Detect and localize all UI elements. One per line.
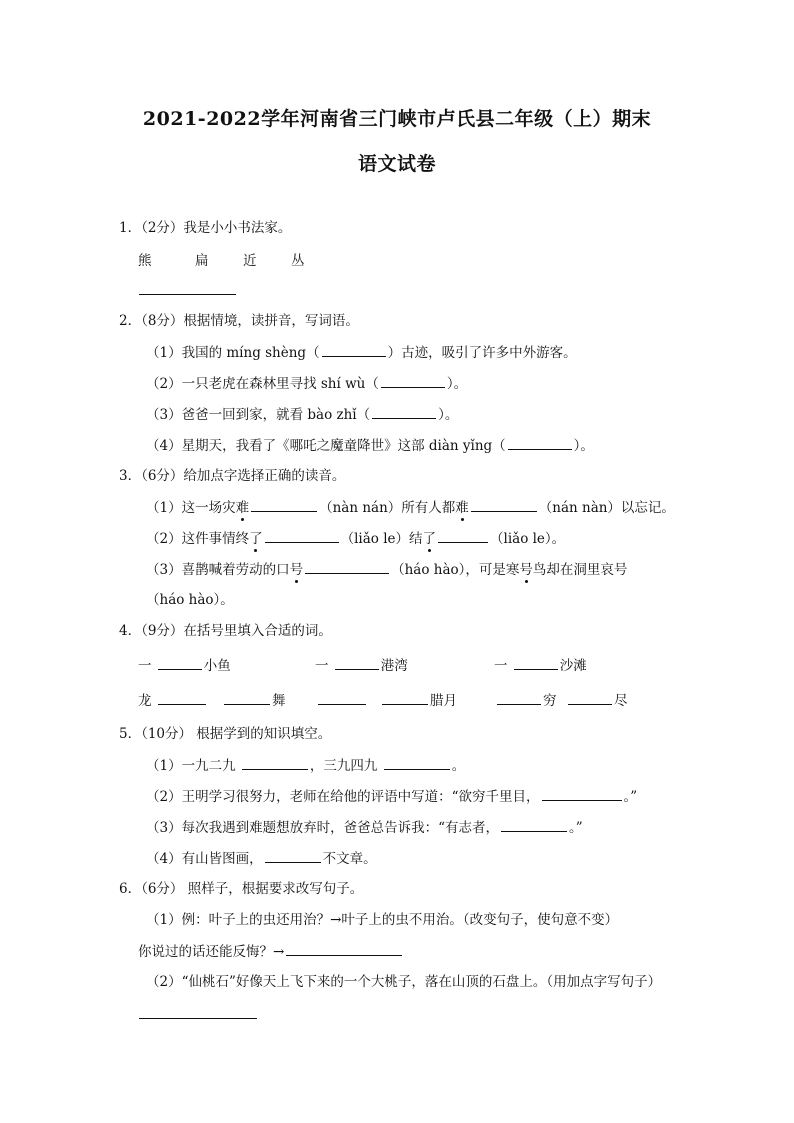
- q1-char: 丛: [291, 253, 305, 269]
- q5-text: 。”: [623, 789, 638, 805]
- q4-text: 一: [315, 658, 329, 674]
- q4-item: [138, 655, 231, 676]
- dotted-char: 了: [249, 531, 263, 547]
- dotted-char: 难: [455, 500, 469, 516]
- q3-item-cont: （háo hào）。: [146, 592, 234, 608]
- answer-blank[interactable]: [568, 690, 612, 705]
- dotted-char: 号: [289, 562, 304, 578]
- q2-item: [146, 373, 467, 394]
- q1-stem: 1．（2分）我是小小书法家。: [119, 220, 292, 236]
- q2-item-text: ）。: [573, 438, 594, 454]
- answer-blank[interactable]: [508, 435, 572, 450]
- exam-title-line2: 语文试卷: [357, 153, 436, 175]
- answer-blank[interactable]: [265, 528, 339, 543]
- q4-item: [222, 690, 286, 711]
- q6-example: （1）例：叶子上的虫还用治？→叶子上的虫不用治。（改变句子，使句意不变）: [146, 912, 619, 928]
- q4-text: 腊月: [430, 693, 457, 709]
- answer-blank[interactable]: [514, 655, 558, 670]
- q1-char: 近: [243, 253, 257, 269]
- answer-blank[interactable]: [542, 786, 622, 801]
- q5-item: [146, 848, 377, 869]
- q5-item: [146, 786, 637, 807]
- exam-title-line1: 2021-2022学年河南省三门峡市卢氏县二年级（上）期末: [142, 108, 652, 130]
- q3-text: 鸟却在洞里哀号: [532, 562, 628, 578]
- q5-text: 。: [451, 758, 466, 774]
- q4-item: [315, 655, 408, 676]
- q2-item-text: （1）我国的 míng shèng（: [146, 345, 320, 361]
- q3-item: [146, 528, 565, 549]
- answer-blank[interactable]: [471, 497, 537, 512]
- q4-item: [566, 690, 628, 711]
- q3-item: [146, 559, 627, 580]
- q3-text: （liǎo le）。: [490, 531, 566, 547]
- answer-blank[interactable]: [438, 528, 488, 543]
- answer-blank[interactable]: [335, 655, 379, 670]
- q3-text: （nán nàn）以忘记。: [538, 500, 675, 516]
- q3-text: （nàn nán）所有人都: [319, 500, 456, 516]
- answer-blank[interactable]: [158, 655, 202, 670]
- answer-blank[interactable]: [224, 690, 270, 705]
- q5-text: （4）有山皆图画，: [146, 851, 263, 867]
- q2-item-text: ）古迹，吸引了许多中外游客。: [387, 345, 577, 361]
- q3-text: （liǎo le）结: [340, 531, 423, 547]
- q4-text: 一: [494, 658, 508, 674]
- q5-text: 不文章。: [322, 851, 377, 867]
- answer-blank[interactable]: [251, 497, 317, 512]
- q4-text: 一: [138, 658, 152, 674]
- q5-stem: 5．（10分） 根据学到的知识填空。: [119, 726, 332, 742]
- dotted-char: 难: [235, 500, 250, 516]
- q3-text: （2）这件事情终: [146, 531, 250, 547]
- q4-item: [495, 690, 557, 711]
- q3-text: （3）喜鹊喊着劳动的口: [146, 562, 290, 578]
- q2-stem: 2．（8分）根据情境，读拼音，写词语。: [119, 313, 359, 329]
- q3-text: （háo hào），可是寒: [391, 562, 520, 578]
- dotted-char: 了: [422, 531, 437, 547]
- q6-answer-blank[interactable]: [139, 1018, 257, 1019]
- answer-blank[interactable]: [381, 373, 445, 388]
- q6-text: 你说过的话还能反悔？→: [138, 944, 285, 960]
- q3-item: [146, 497, 675, 518]
- answer-blank[interactable]: [318, 690, 366, 705]
- q6-item2: （2）“仙桃石”好像天上飞下来的一个大桃子，落在山顶的石盘上。（用加点字写句子）: [146, 974, 662, 990]
- q4-text: 尽: [614, 693, 628, 709]
- answer-blank[interactable]: [382, 690, 428, 705]
- q6-stem: 6．（6分） 照样子，根据要求改写句子。: [119, 881, 364, 897]
- q4-item: [380, 690, 457, 711]
- q4-text: 港湾: [380, 658, 408, 674]
- q4-item: [138, 690, 208, 711]
- q4-text: 小鱼: [203, 658, 231, 674]
- q5-item: [146, 817, 583, 838]
- q5-text: （3）每次我遇到难题想放弃时，爸爸总告诉我：“有志者，: [146, 820, 499, 836]
- q4-text: 舞: [272, 693, 286, 709]
- q2-item-text: （3）爸爸一回到家，就看 bào zhǐ（: [146, 407, 371, 423]
- q2-item: [146, 404, 458, 425]
- answer-blank[interactable]: [497, 690, 541, 705]
- q5-text: ，三九四九: [309, 758, 378, 774]
- q1-char: 熊: [138, 253, 152, 269]
- q2-item-text: ）。: [446, 376, 468, 392]
- q2-item-text: （4）星期天，我看了《哪吒之魔童降世》这部 diàn yǐng（: [146, 438, 506, 454]
- q3-text: （1）这一场灾: [146, 500, 236, 516]
- answer-blank[interactable]: [305, 559, 389, 574]
- answer-blank[interactable]: [158, 690, 206, 705]
- q2-item: [146, 342, 577, 363]
- q4-text: 穷: [543, 693, 557, 709]
- q5-text: （1）一九二九: [146, 758, 236, 774]
- q4-stem: 4．（9分）在括号里填入合适的词。: [119, 623, 332, 639]
- q3-stem: 3．（6分）给加点字选择正确的读音。: [119, 468, 346, 484]
- q5-item: [146, 755, 465, 776]
- answer-blank[interactable]: [242, 755, 308, 770]
- answer-blank[interactable]: [384, 755, 450, 770]
- answer-blank[interactable]: [501, 817, 567, 832]
- q4-text: 龙: [138, 693, 152, 709]
- answer-blank[interactable]: [372, 404, 436, 419]
- answer-blank[interactable]: [265, 848, 321, 863]
- answer-blank[interactable]: [322, 342, 386, 357]
- q1-answer-blank[interactable]: [139, 294, 236, 295]
- dotted-char: 号: [519, 562, 533, 578]
- q2-item-text: （2）一只老虎在森林里寻找 shí wù（: [146, 376, 379, 392]
- q1-char: 扁: [195, 253, 209, 269]
- q4-text: 沙滩: [559, 658, 587, 674]
- q5-text: （2）王明学习很努力，老师在给他的评语中写道：“欲穷千里目，: [146, 789, 540, 805]
- q4-item: [316, 690, 368, 711]
- q2-item-text: ）。: [438, 407, 459, 423]
- q6-item1: [138, 941, 404, 962]
- q4-item: [494, 655, 587, 676]
- q5-text: 。”: [569, 820, 583, 836]
- answer-blank[interactable]: [286, 941, 402, 956]
- q2-item: [146, 435, 594, 456]
